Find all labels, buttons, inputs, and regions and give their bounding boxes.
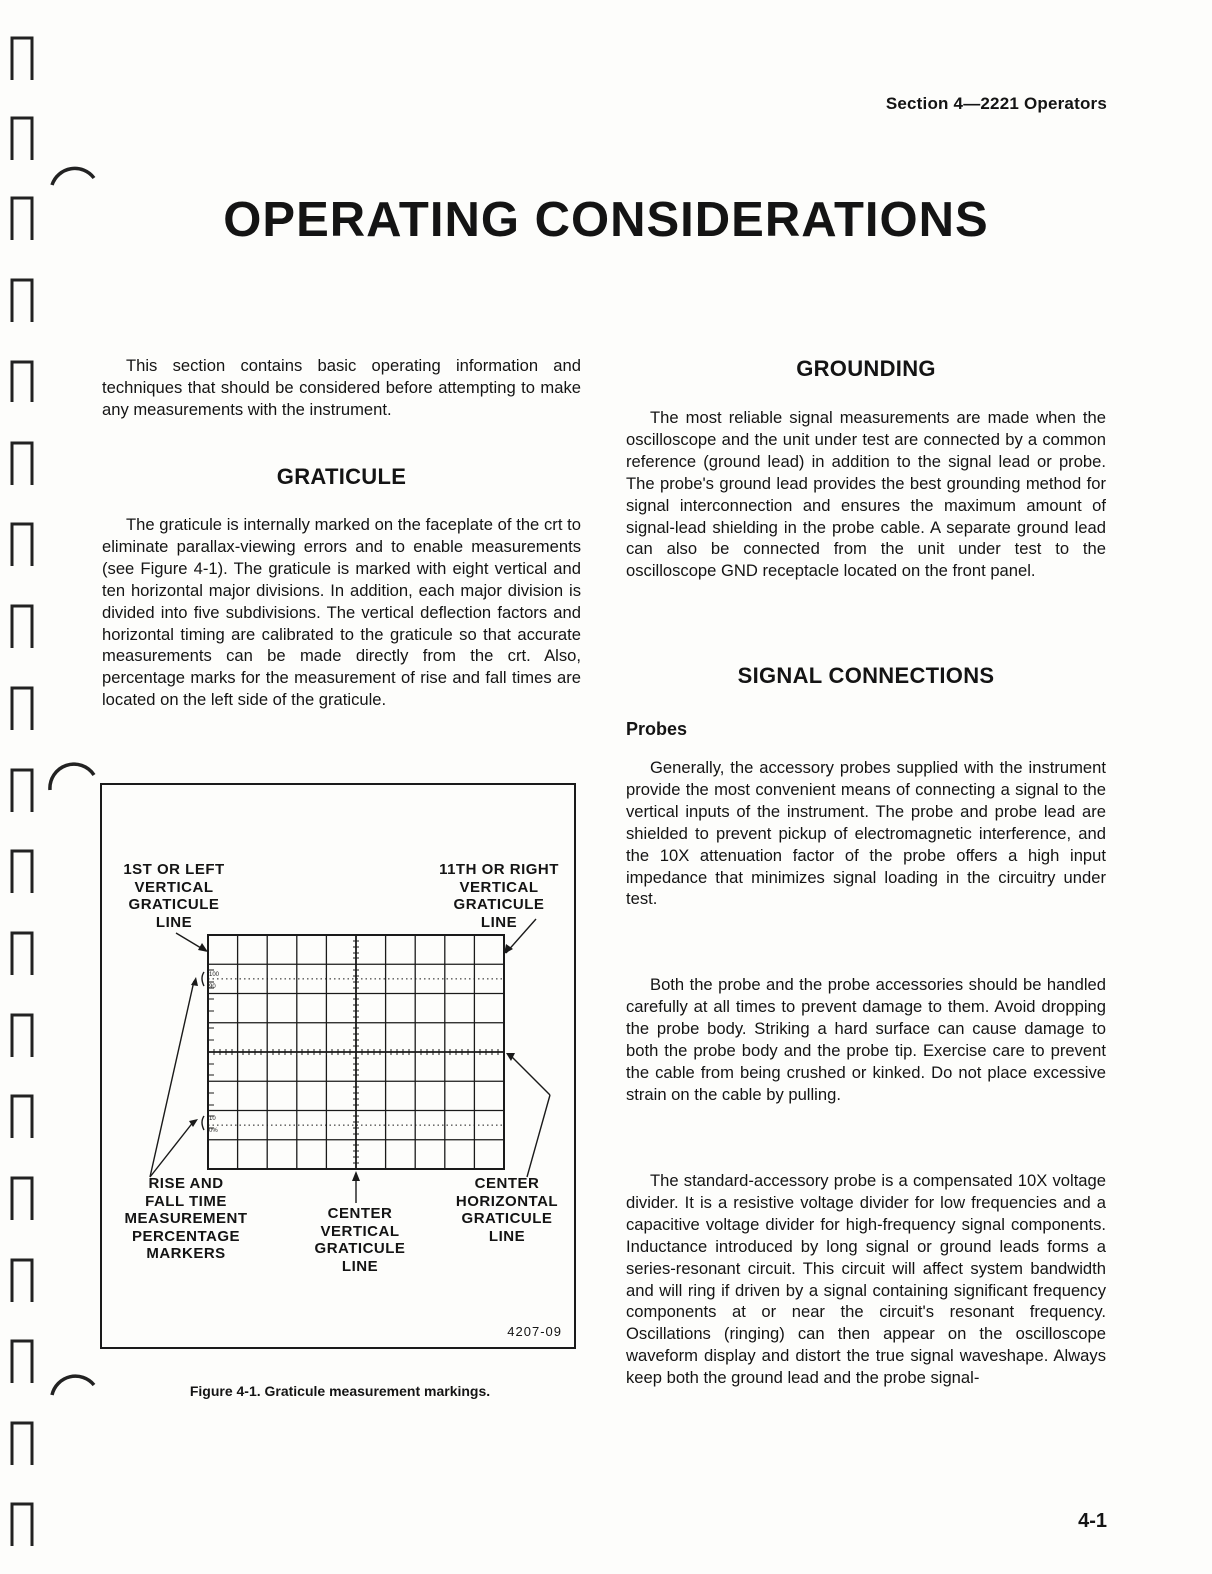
intro-paragraph: This section contains basic operating information and techniques that should be considered before attempting to make any measurements with the instrument.	[102, 356, 581, 419]
label-right-vertical-line: 11TH OR RIGHT VERTICAL GRATICULE LINE	[439, 861, 559, 931]
figure-code: 4207-09	[507, 1324, 562, 1339]
binder-ring	[12, 1341, 32, 1383]
graticule-section	[102, 464, 581, 490]
leader-lines	[150, 919, 550, 1203]
probes-subsection	[626, 719, 1106, 740]
intro-block	[102, 355, 581, 421]
signal-heading: SIGNAL CONNECTIONS	[737, 663, 995, 688]
binder-ring	[12, 770, 32, 812]
binder-ring	[12, 443, 32, 485]
probes-paragraph-2: Both the probe and the probe accessories should be handled carefully at all times to prevent damage to them. Avoid dropping the probe body. Striking a hard surface can cause damage to both the probe body and the probe tip. Exercise care to prevent the cable from being crushed or kinked. Do not place excessive strain on the cable by pulling.	[626, 975, 1106, 1104]
binder-ring	[12, 1260, 32, 1302]
probes-text-1	[626, 757, 1106, 910]
page-title: OPERATING CONSIDERATIONS	[223, 193, 989, 247]
binder-arc	[52, 1376, 94, 1395]
binder-ring	[12, 1504, 32, 1546]
binder-arc	[52, 168, 94, 185]
probes-paragraph-1: Generally, the accessory probes supplied with the instrument provide the most convenient means of connecting a signal to the vertical inputs of the instrument. The probe and probe lead are shielded to prevent pickup of electromagnetic interference, and the 10X attenuation factor of the probe offers a high input impedance that minimizes signal loading in the circuitry under test.	[626, 758, 1106, 909]
probes-text-2	[626, 974, 1106, 1105]
probes-subheading: Probes	[626, 719, 688, 739]
leader-center-horizontal-2	[510, 1055, 550, 1095]
binder-ring	[12, 280, 32, 322]
binder-ring	[12, 1178, 32, 1220]
graticule-paragraph: The graticule is internally marked on the faceplate of the crt to eliminate parallax-viewing errors and to enable measurements (see Figure 4-1). The graticule is marked with eight vertical and ten horizontal major divisions. In addition, each major division is divided into five subdivisions. The vertical deflection factors and horizontal timing are calibrated to the graticule so that accurate measurements can be made directly from the crt. Also, percentage marks for the measurement of rise and fall times are located on the left side of the graticule.	[102, 515, 581, 710]
grounding-paragraph: The most reliable signal measurements are made when the oscilloscope and the unit under test are connected by a common reference (ground lead) in addition to the signal lead or probe. The probe's ground lead provides the best grounding method for signal interconnection and ensures the maximum amount of signal-lead shielding in the probe cable. A separate ground lead can also be connected from the unit under test to the oscilloscope GND receptacle located on the front panel.	[626, 408, 1106, 581]
leader-center-horizontal-1	[527, 1095, 550, 1177]
label-rise-fall-markers: RISE AND FALL TIME MEASUREMENT PERCENTAGE MARKERS	[124, 1175, 248, 1262]
label-center-horizontal-line: CENTER HORIZONTAL GRATICULE LINE	[455, 1175, 559, 1245]
graticule-heading: GRATICULE	[276, 464, 407, 489]
grounding-heading: GROUNDING	[796, 356, 936, 381]
graticule-text	[102, 514, 581, 711]
label-center-vertical-line: CENTER VERTICAL GRATICULE LINE	[314, 1205, 406, 1275]
binder-ring	[12, 38, 32, 80]
percent-bracket-top	[202, 972, 204, 986]
figure-caption: Figure 4-1. Graticule measurement markings.	[189, 1383, 491, 1399]
percent-mark-100: 100	[209, 972, 220, 978]
signal-section	[626, 663, 1106, 689]
leader-rise-top	[150, 981, 194, 1177]
binder-ring	[12, 1423, 32, 1465]
probes-paragraph-3: The standard-accessory probe is a compensated 10X voltage divider. It is a resistive voltage divider for low frequencies and a capacitive voltage divider for high-frequency signal components. Inductance introduced by long signal or ground leads forms a series-resonant circuit. This circuit will affect system bandwidth and will ring if driven by a signal containing significant frequency components at or near the circuit's resonant frequency. Oscillations (ringing) can then appear on the oscilloscope waveform display and distort the true signal waveshape. Always keep both the ground lead and the probe signal-	[626, 1171, 1106, 1388]
binder-arc	[50, 764, 94, 790]
binder-ring	[12, 851, 32, 893]
section-header: Section 4—2221 Operators	[885, 94, 1107, 113]
figure-graticule	[100, 783, 576, 1349]
percent-bracket-bottom	[202, 1116, 204, 1130]
binder-ring	[12, 118, 32, 160]
grounding-section	[626, 356, 1106, 382]
graticule-grid	[150, 919, 550, 1203]
grounding-text	[626, 407, 1106, 582]
probes-text-3	[626, 1170, 1106, 1389]
binder-ring	[12, 362, 32, 402]
percent-mark-90: 90	[209, 984, 216, 990]
binder-ring	[12, 933, 32, 975]
binder-ring	[12, 606, 32, 648]
page-number: 4-1	[1078, 1510, 1107, 1532]
binder-ring	[12, 1096, 32, 1138]
binder-ring	[12, 1015, 32, 1057]
binder-ring	[12, 524, 32, 566]
percent-mark-0: 0%	[209, 1128, 218, 1134]
label-left-vertical-line: 1ST OR LEFT VERTICAL GRATICULE LINE	[123, 861, 225, 931]
percent-mark-10: 10	[209, 1116, 216, 1122]
binder-ring	[12, 688, 32, 730]
